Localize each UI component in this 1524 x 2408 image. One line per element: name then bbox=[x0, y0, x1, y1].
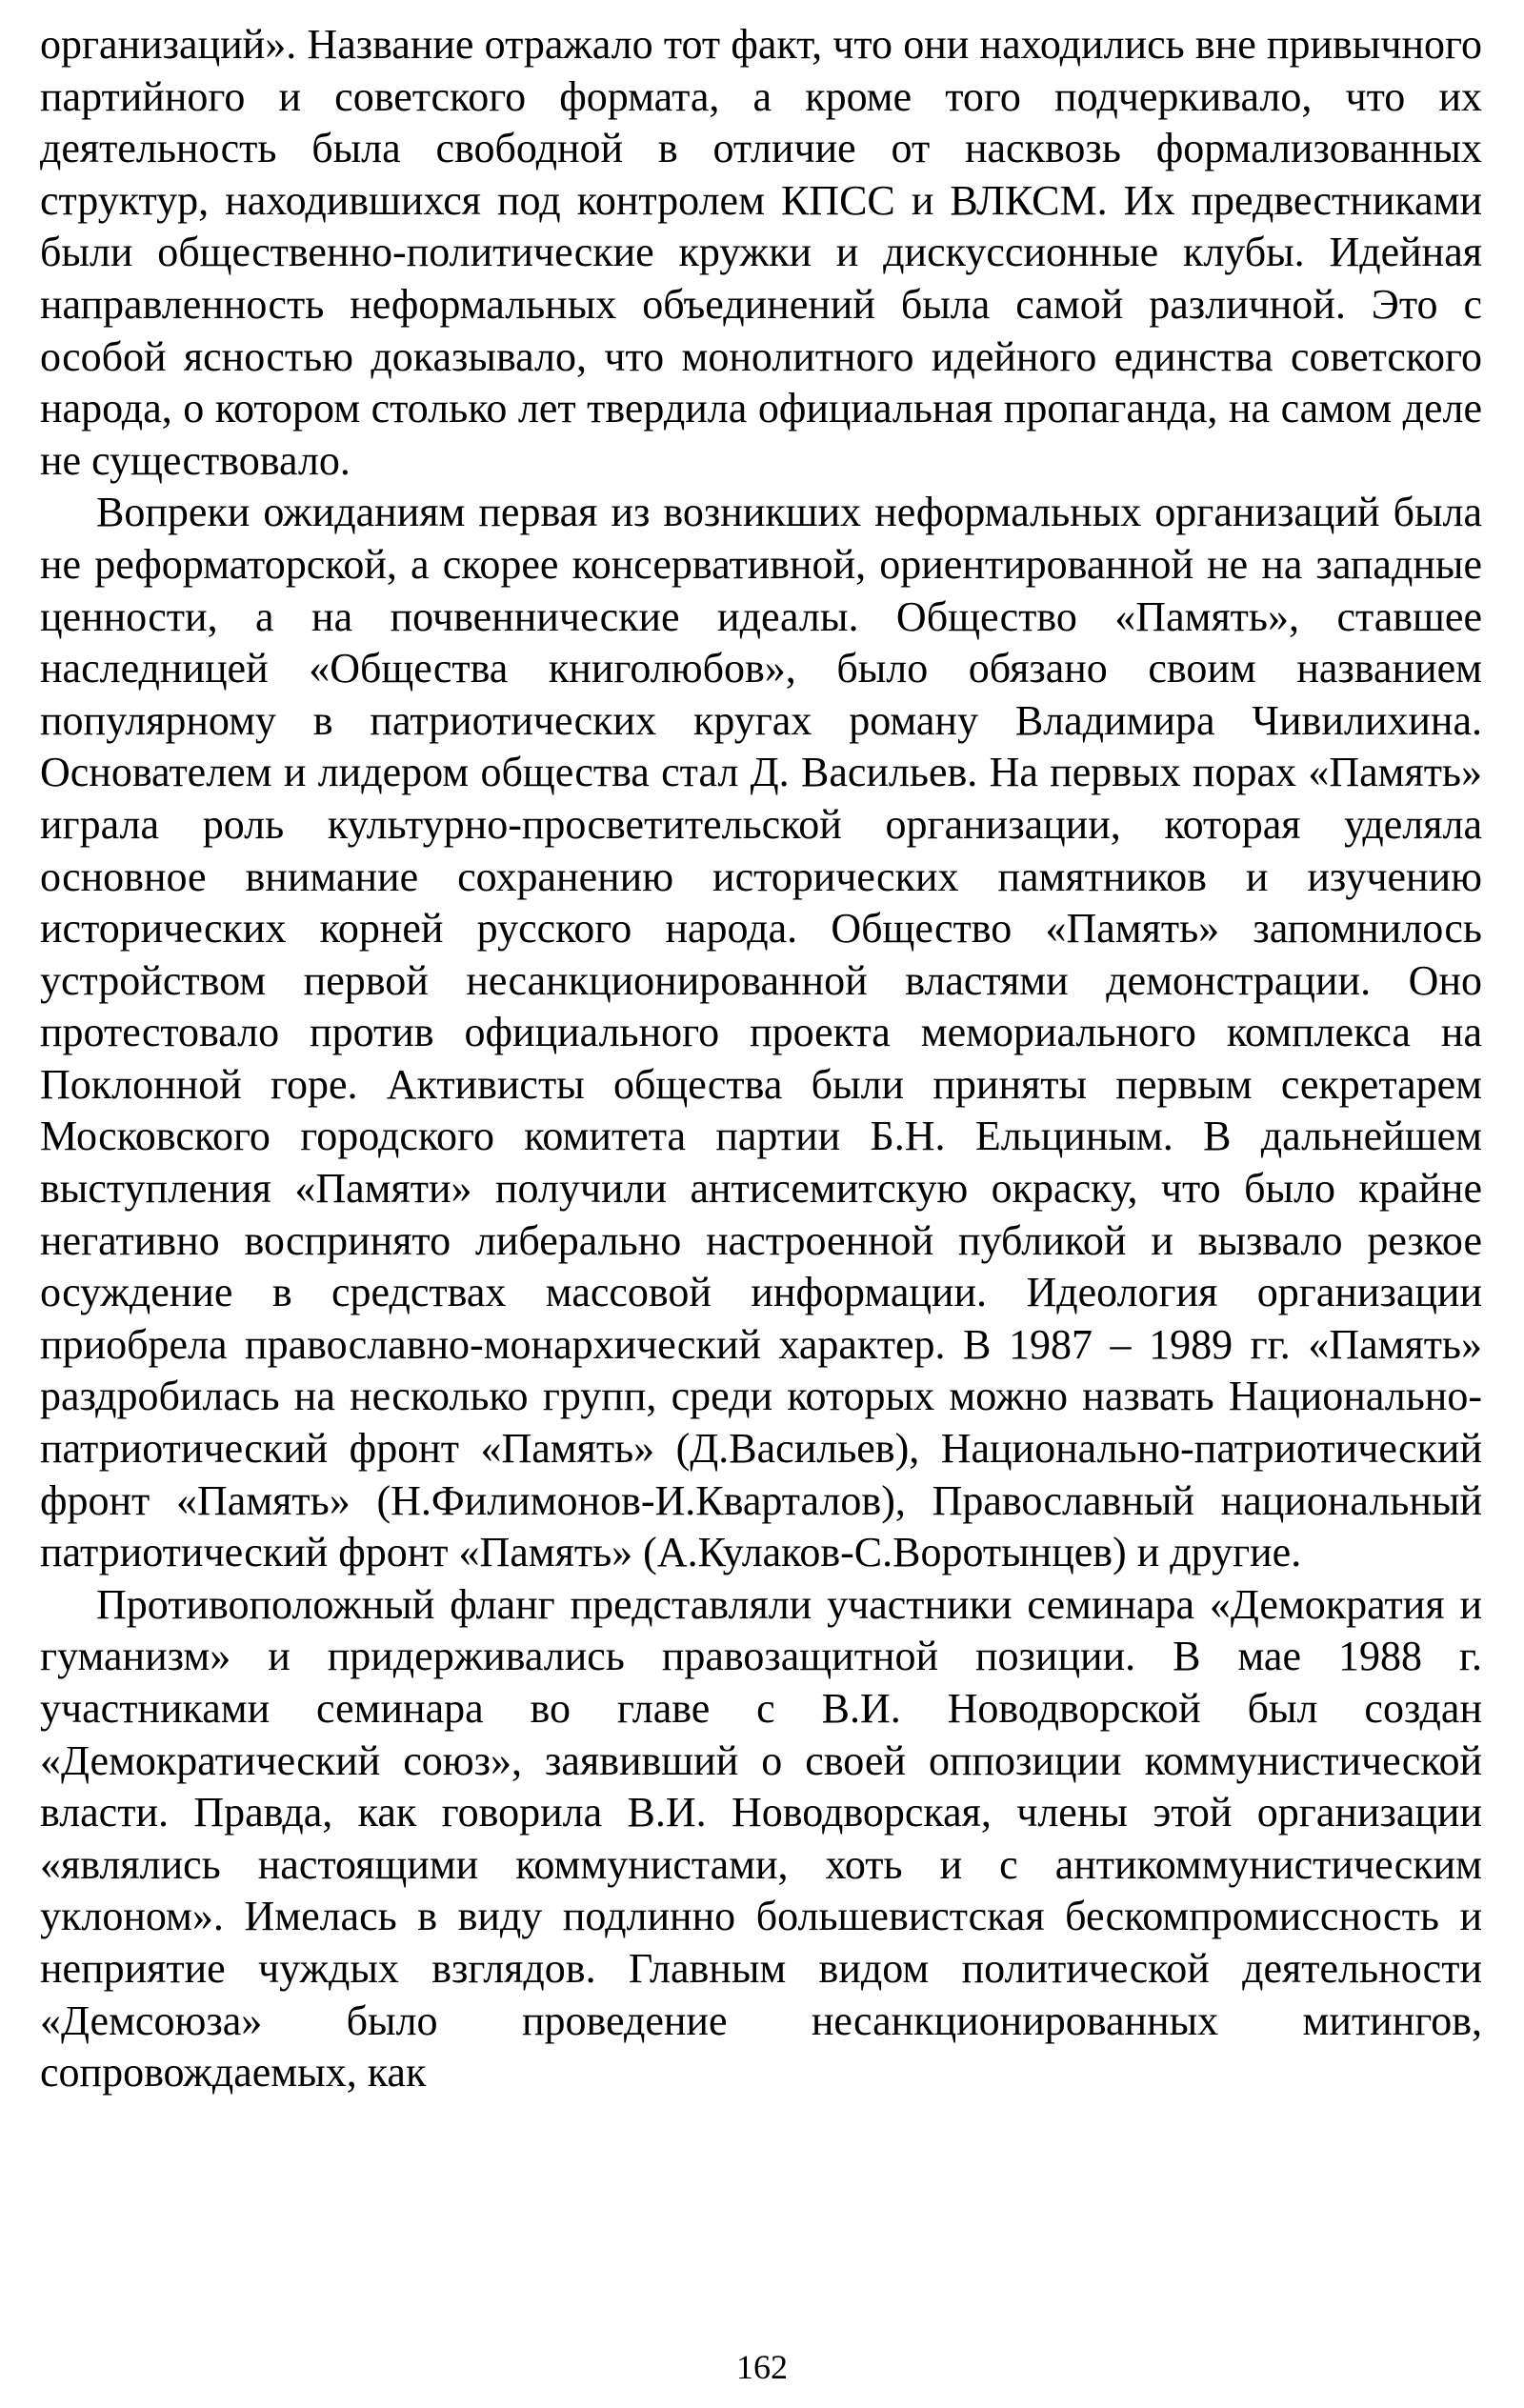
paragraph-continuation: организаций». Название отражало тот факт, что они находились вне привычного партийного и советского формата, а кроме того подчеркивало, что их деятельность была свободной в отличие от насквозь формализованных структур, находившихся под контролем КПСС и ВЛКСМ. Их предвестниками были общественно-политические кружки и дискуссионные клубы. Идейная направленность неформальных объединений была самой различной. Это с особой ясностью доказывало, что монолитного идейного единства советского народа, о котором столько лет твердила официальная пропаганда, на самом деле не существовало. bbox=[40, 21, 1482, 484]
paragraph-pamyat-society: Вопреки ожиданиям первая из возникших неформальных организаций была не реформаторской, а скорее консервативной, ориентированной не на западные ценности, а на почвеннические идеалы. Общество «Память», ставшее наследницей «Общества книголюбов», было обязано своим названием популярному в патриотических кругах роману Владимира Чивилихина. Основателем и лидером общества стал Д. Васильев. На первых порах «Память» играла роль культурно-просветительской организации, которая уделяла основное внимание сохранению исторических памятников и изучению исторических корней русского народа. Общество «Память» запомнилось устройством первой несанкционированной властями демонстрации. Оно протестовало против официального проекта мемориального комплекса на Поклонной горе. Активисты общества были приняты первым секретарем Московского городского комитета партии Б.Н. Ельциным. В дальнейшем выступления «Памяти» получили антисемитскую окраску, что было крайне негативно воспринято либерально настроенной публикой и вызвало резкое осуждение в средствах массовой информации. Идеология организации приобрела православно-монархический характер. В 1987 – 1989 гг. «Память» раздробилась на несколько групп, среди которых можно назвать Национально-патриотический фронт «Память» (Д.Васильев), Национально-патриотический фронт «Память» (Н.Филимонов-И.Кварталов), Православный национальный патриотический фронт «Память» (А.Кулаков-С.Воротынцев) и другие. bbox=[40, 489, 1482, 1576]
page-number: 162 bbox=[736, 2348, 788, 2386]
text-body bbox=[40, 19, 1482, 2099]
paragraph-democratic-union: Противоположный фланг представляли участники семинара «Демократия и гуманизм» и придерживались правозащитной позиции. В мае 1988 г. участниками семинара во главе с В.И. Новодворской был создан «Демократический союз», заявивший о своей оппозиции коммунистической власти. Правда, как говорила В.И. Новодворская, члены этой организации «являлись настоящими коммунистами, хоть и с антикоммунистическим уклоном». Имелась в виду подлинно большевистская бескомпромиссность и неприятие чуждых взглядов. Главным видом политической деятельности «Демсоюза» было проведение несанкционированных митингов, сопровождаемых, как bbox=[40, 1580, 1482, 2097]
